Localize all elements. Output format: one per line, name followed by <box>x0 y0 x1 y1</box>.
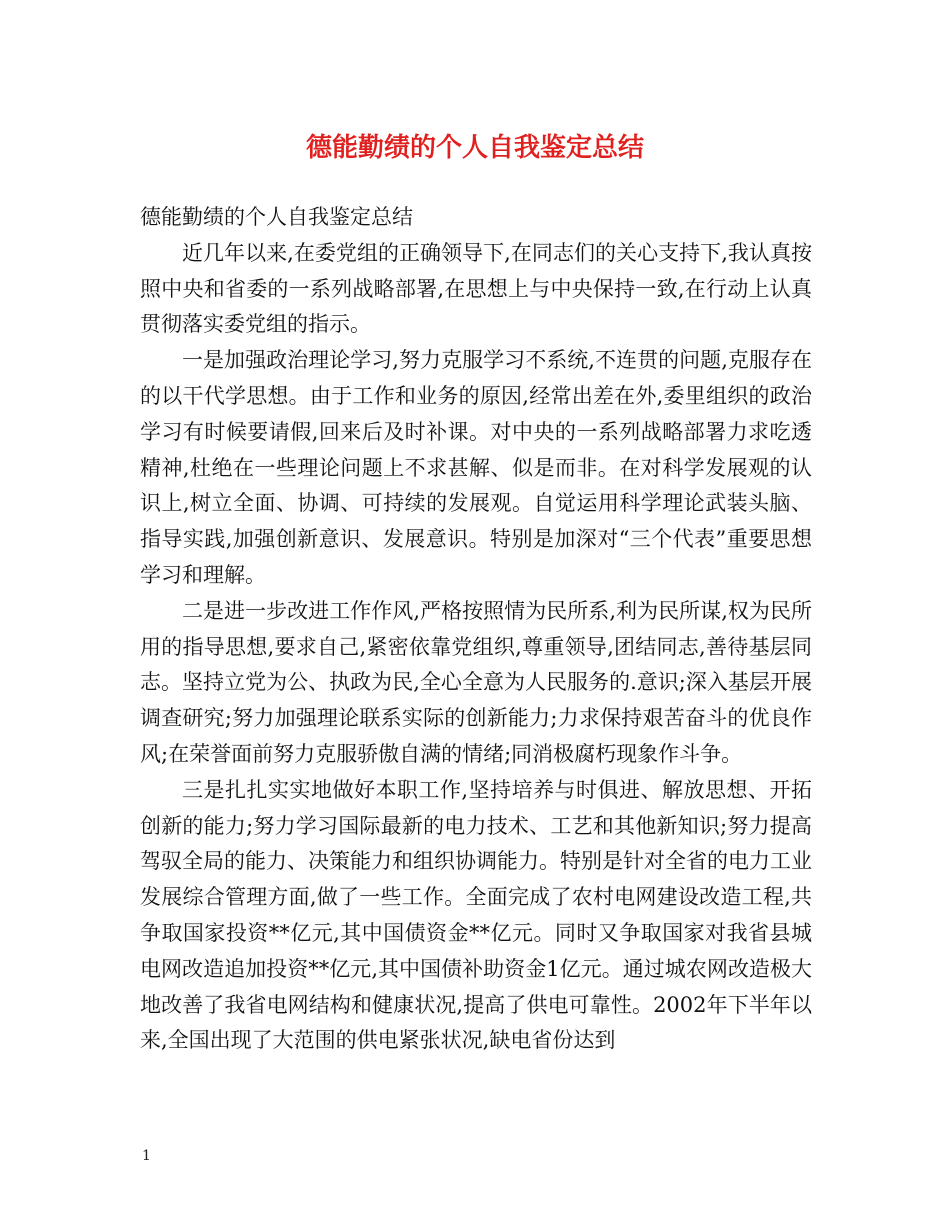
paragraph: 二是进一步改进工作作风,严格按照情为民所系,利为民所谋,权为民所用的指导思想,要求自己,紧密依靠党组织,尊重领导,团结同志,善待基层同志。坚持立党为公、执政为民,全心全意为人民服务的.意识;深入基层开展调查研究;努力加强理论联系实际的创新能力;力求保持艰苦奋斗的优良作风;在荣誉面前努力克服骄傲自满的情绪;同消极腐朽现象作斗争。 <box>140 598 812 766</box>
document-body <box>140 200 812 1059</box>
paragraph: 近几年以来,在委党组的正确领导下,在同志们的关心支持下,我认真按照中央和省委的一系列战略部署,在思想上与中央保持一致,在行动上认真贯彻落实委党组的指示。 <box>140 240 812 337</box>
document-title: 德能勤绩的个人自我鉴定总结 <box>305 133 644 163</box>
paragraph: 三是扎扎实实地做好本职工作,坚持培养与时俱进、解放思想、开拓创新的能力;努力学习国际最新的电力技术、工艺和其他新知识;努力提高驾驭全局的能力、决策能力和组织协调能力。特别是针对全省的电力工业发展综合管理方面,做了一些工作。全面完成了农村电网建设改造工程,共争取国家投资**亿元,其中国债资金**亿元。同时又争取国家对我省县城电网改造追加投资**亿元,其中国债补助资金1亿元。通过城农网改造极大地改善了我省电网结构和健康状况,提高了供电可靠性。2002年下半年以来,全国出现了大范围的供电紧张状况,缺电省份达到 <box>140 777 812 1053</box>
page-number: 1 <box>142 1148 151 1164</box>
paragraph: 一是加强政治理论学习,努力克服学习不系统,不连贯的问题,克服存在的以干代学思想。由于工作和业务的原因,经常出差在外,委里组织的政治学习有时候要请假,回来后及时补课。对中央的一系列战略部署力求吃透精神,杜绝在一些理论问题上不求甚解、似是而非。在对科学发展观的认识上,树立全面、协调、可持续的发展观。自觉运用科学理论武装头脑、指导实践,加强创新意识、发展意识。特别是加深对“三个代表”重要思想学习和理解。 <box>140 348 812 587</box>
document-subtitle: 德能勤绩的个人自我鉴定总结 <box>140 205 413 229</box>
